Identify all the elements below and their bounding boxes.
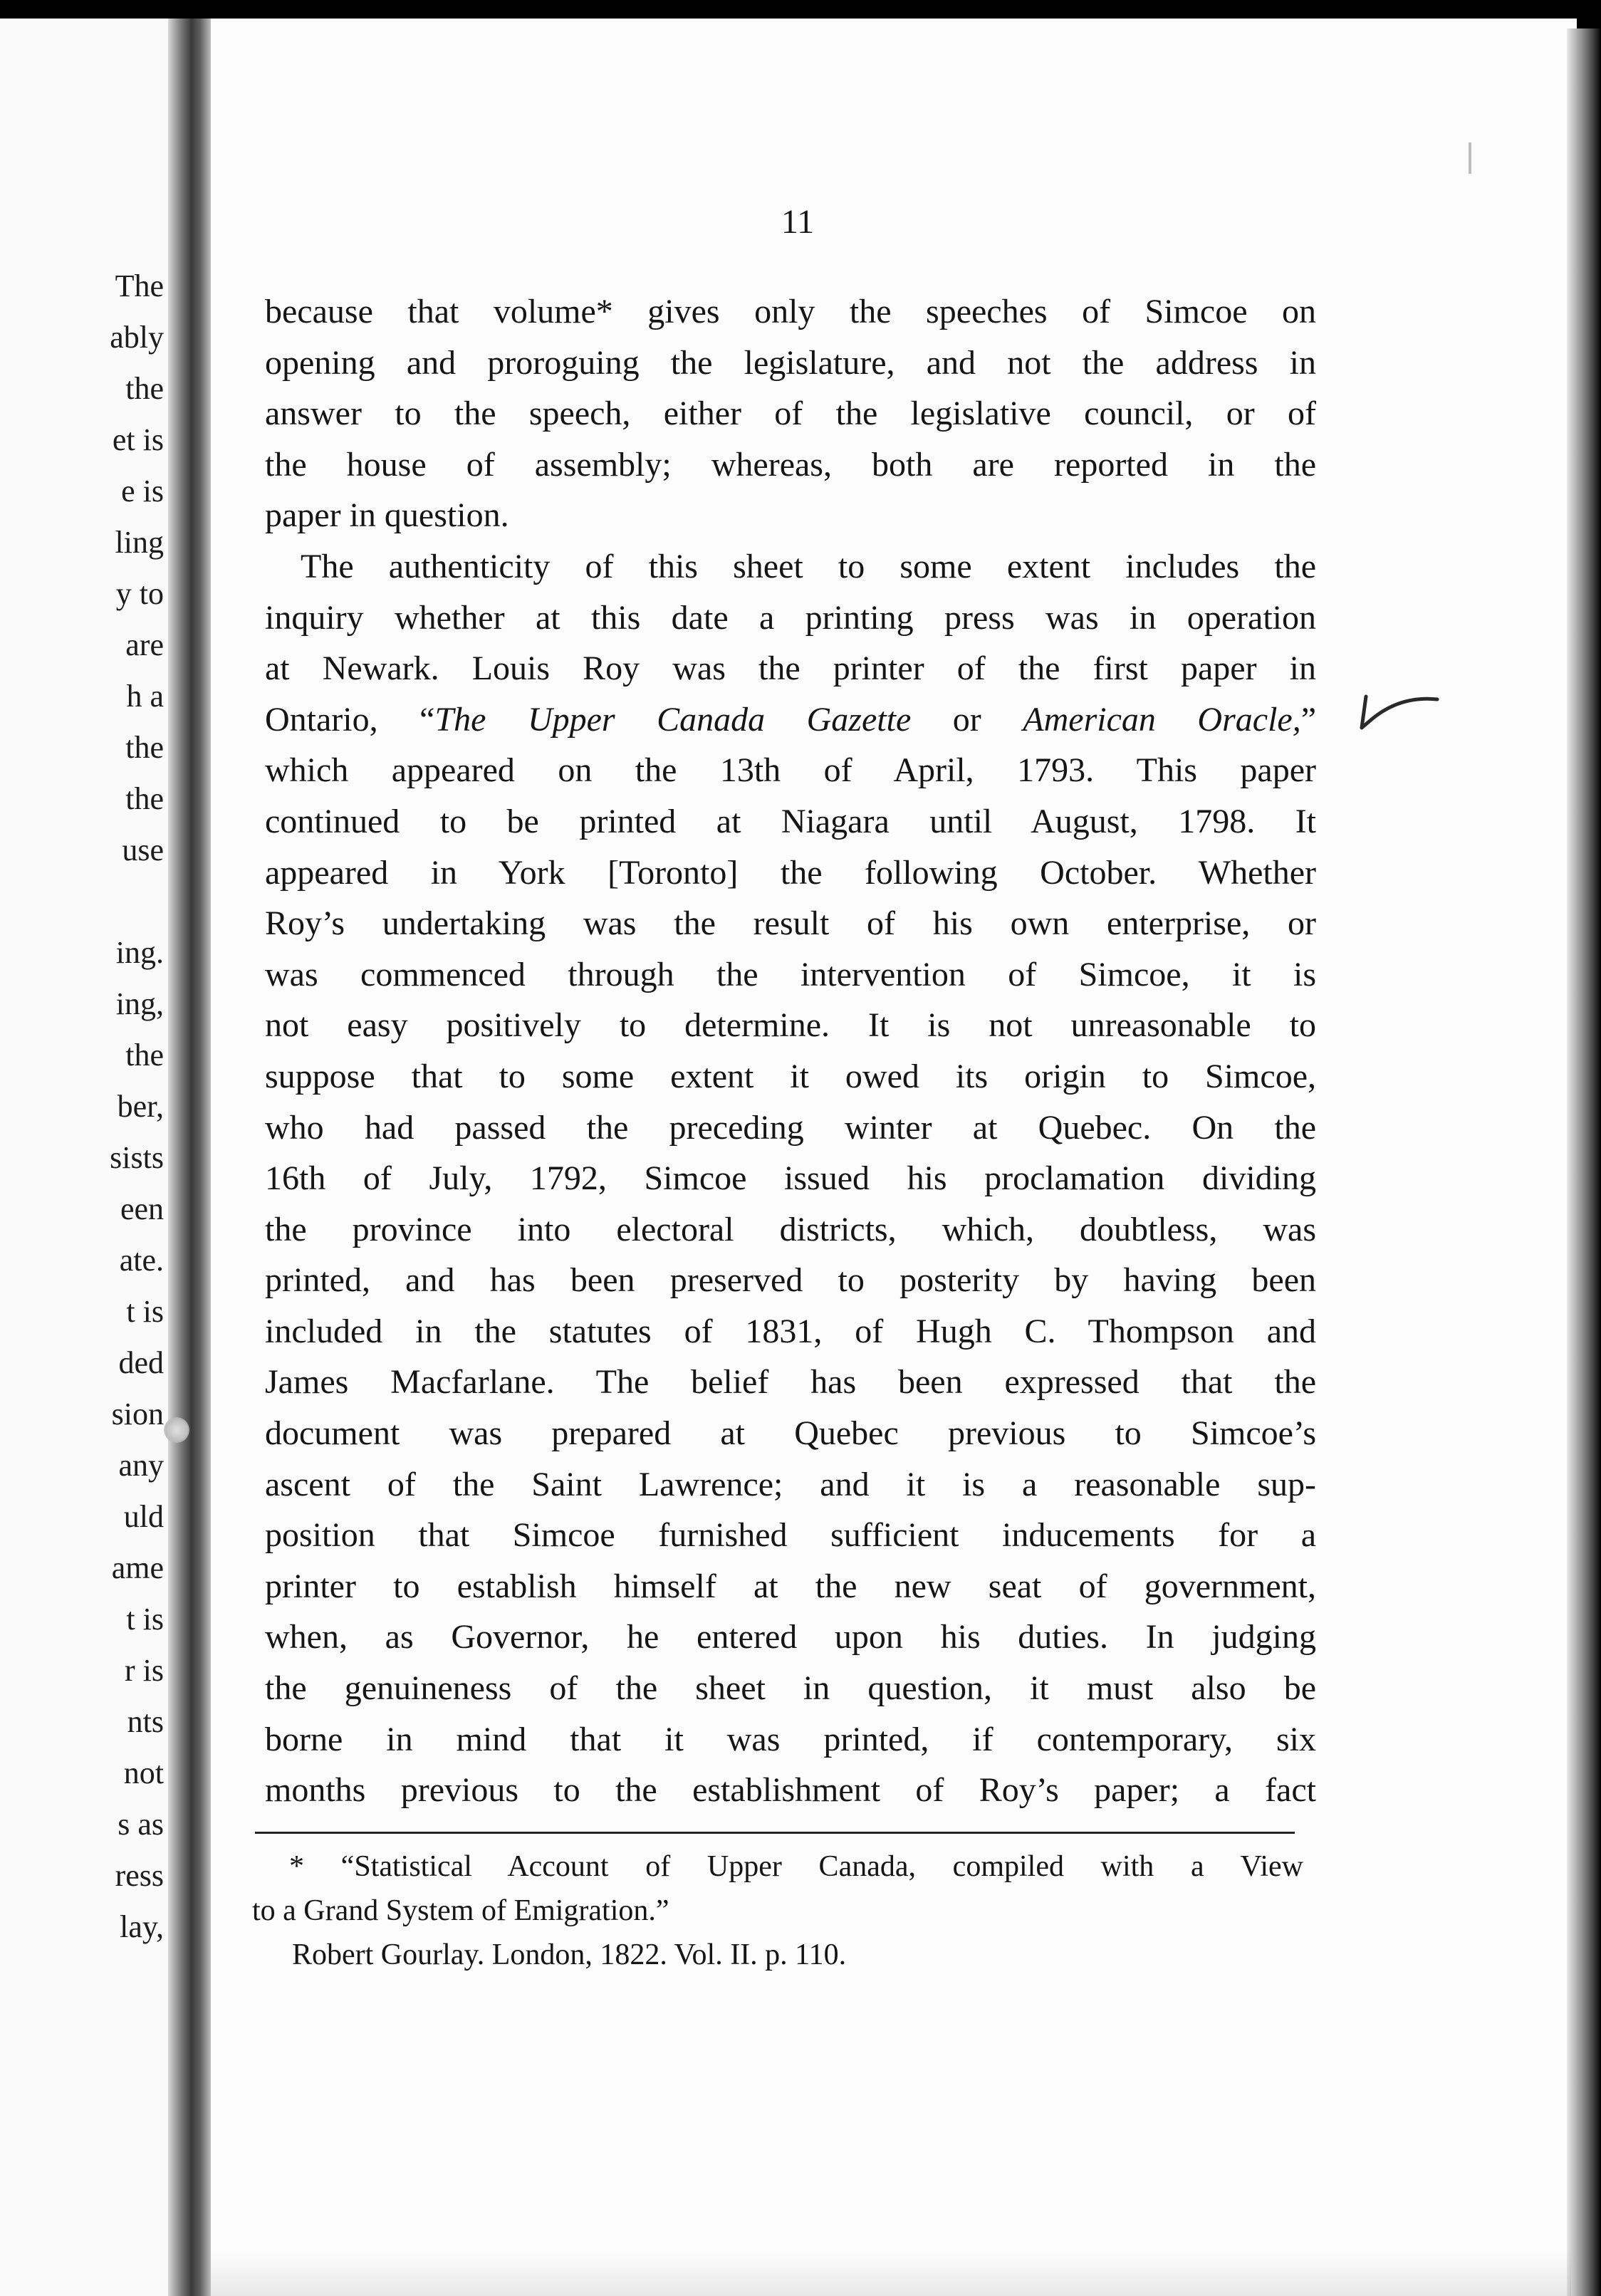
fragment-line: are <box>125 627 164 662</box>
text-line: printed, and has been preserved to posterity by having been <box>265 1261 1316 1300</box>
text-line: paper in question. <box>265 496 509 535</box>
text-line-with-titles <box>265 694 1316 746</box>
text-line: who had passed the preceding winter at Quebec. On the <box>265 1108 1316 1147</box>
fragment-line: any <box>118 1448 164 1483</box>
fragment-line: ded <box>118 1345 164 1380</box>
text-line: not easy positively to determine. It is not unreasonable to <box>265 1006 1316 1045</box>
book-gutter <box>168 19 211 2296</box>
text-line: 16th of July, 1792, Simcoe issued his proclamation dividing <box>265 1159 1316 1198</box>
fragment-line: ing, <box>115 986 164 1021</box>
fragment-line: the <box>125 730 164 765</box>
text-line: was commenced through the intervention of Simcoe, it is <box>265 955 1316 993</box>
text-line: months previous to the establishment of Roy’s paper; a fact <box>265 1771 1316 1810</box>
footnote-line: to a Grand System of Emigration.” <box>252 1894 669 1927</box>
body-text <box>265 286 1316 1816</box>
text-line: because that volume* gives only the speeches of Simcoe on <box>265 293 1316 330</box>
text-line: included in the statutes of 1831, of Hugh C. Thompson and <box>265 1312 1316 1350</box>
text-fragment: or <box>911 700 1023 739</box>
footnote-divider <box>255 1832 1295 1834</box>
fragment-line: ing. <box>115 935 164 970</box>
pencil-check-mark-icon <box>1353 684 1446 755</box>
fragment-line: nts <box>127 1704 164 1739</box>
page-bottom-shade <box>211 2250 1571 2296</box>
fragment-line: ber, <box>117 1089 164 1124</box>
newspaper-subtitle: American Oracle, <box>1023 700 1301 739</box>
fragment-line: ate. <box>119 1243 164 1278</box>
text-line: opening and proroguing the legislature, and not the address in <box>265 343 1316 382</box>
fragment-line: sists <box>110 1140 164 1175</box>
text-line: position that Simcoe furnished sufficient inducements for a <box>265 1516 1316 1555</box>
text-line: printer to establish himself at the new seat of government, <box>265 1567 1316 1605</box>
fragment-line: the <box>125 371 164 406</box>
fragment-line: et is <box>112 422 164 457</box>
fragment-line: use <box>122 833 164 867</box>
page-edge-shadow <box>1567 28 1601 2296</box>
footnote-source: Robert Gourlay. London, 1822. Vol. II. p. 110. <box>292 1938 847 1971</box>
text-line: continued to be printed at Niagara until August, 1798. It <box>265 802 1316 840</box>
fragment-line: the <box>125 1038 164 1073</box>
fragment-line: t is <box>126 1602 164 1637</box>
fragment-line: not <box>123 1755 164 1790</box>
scan-top-edge <box>0 0 1601 19</box>
text-line: The authenticity of this sheet to some extent includes the <box>301 547 1316 585</box>
text-line: Roy’s undertaking was the result of his own enterprise, or <box>265 904 1316 943</box>
text-line: borne in mind that it was printed, if contemporary, six <box>265 1720 1316 1758</box>
fragment-line: e is <box>121 474 164 508</box>
fragment-line: uld <box>123 1499 164 1534</box>
text-fragment: ” <box>1300 700 1317 739</box>
fragment-line: ress <box>115 1858 164 1893</box>
fragment-line: r is <box>125 1653 164 1688</box>
fragment-line: ame <box>111 1550 164 1585</box>
text-line: which appeared on the 13th of April, 1793. This paper <box>265 751 1316 790</box>
text-line: the house of assembly; whereas, both are reported in the <box>265 445 1316 484</box>
text-line: answer to the speech, either of the legislative council, or of <box>265 395 1316 433</box>
text-fragment: Ontario, “ <box>265 700 435 739</box>
text-line: suppose that to some extent it owed its origin to Simcoe, <box>265 1057 1316 1095</box>
text-line: the genuineness of the sheet in question, it must also be <box>265 1669 1316 1708</box>
footnote-line: * “Statistical Account of Upper Canada, compiled with a View <box>289 1850 1303 1883</box>
fragment-line: y to <box>115 576 164 611</box>
text-line: document was prepared at Quebec previous to Simcoe’s <box>265 1414 1316 1453</box>
text-line: inquiry whether at this date a printing press was in operation <box>265 598 1316 637</box>
scan-artifact <box>1469 142 1471 174</box>
fragment-line: s as <box>118 1807 164 1842</box>
fragment-line: h a <box>126 679 164 714</box>
fragment-line: ling <box>115 525 164 560</box>
newspaper-title: The Upper Canada Gazette <box>434 700 912 739</box>
footnote <box>252 1844 1303 1977</box>
fragment-line: lay, <box>120 1909 164 1944</box>
fragment-line: een <box>120 1191 164 1226</box>
page-number: 11 <box>781 203 815 241</box>
text-line: appeared in York [Toronto] the following October. Whether <box>265 853 1316 892</box>
text-line: at Newark. Louis Roy was the printer of the first paper in <box>265 649 1316 688</box>
fragment-line: The <box>115 268 164 303</box>
text-line: ascent of the Saint Lawrence; and it is a reasonable sup- <box>265 1465 1316 1503</box>
fragment-line: ably <box>110 320 164 355</box>
fragment-line: t is <box>126 1294 164 1329</box>
fragment-line: the <box>125 781 164 816</box>
fragment-line: sion <box>111 1397 164 1431</box>
paper-speck <box>164 1417 189 1443</box>
text-line: the province into electoral districts, which, doubtless, was <box>265 1210 1316 1248</box>
left-page-text-fragments <box>0 0 168 2296</box>
text-line: James Macfarlane. The belief has been expressed that the <box>265 1363 1316 1402</box>
text-line: when, as Governor, he entered upon his duties. In judging <box>265 1618 1316 1656</box>
